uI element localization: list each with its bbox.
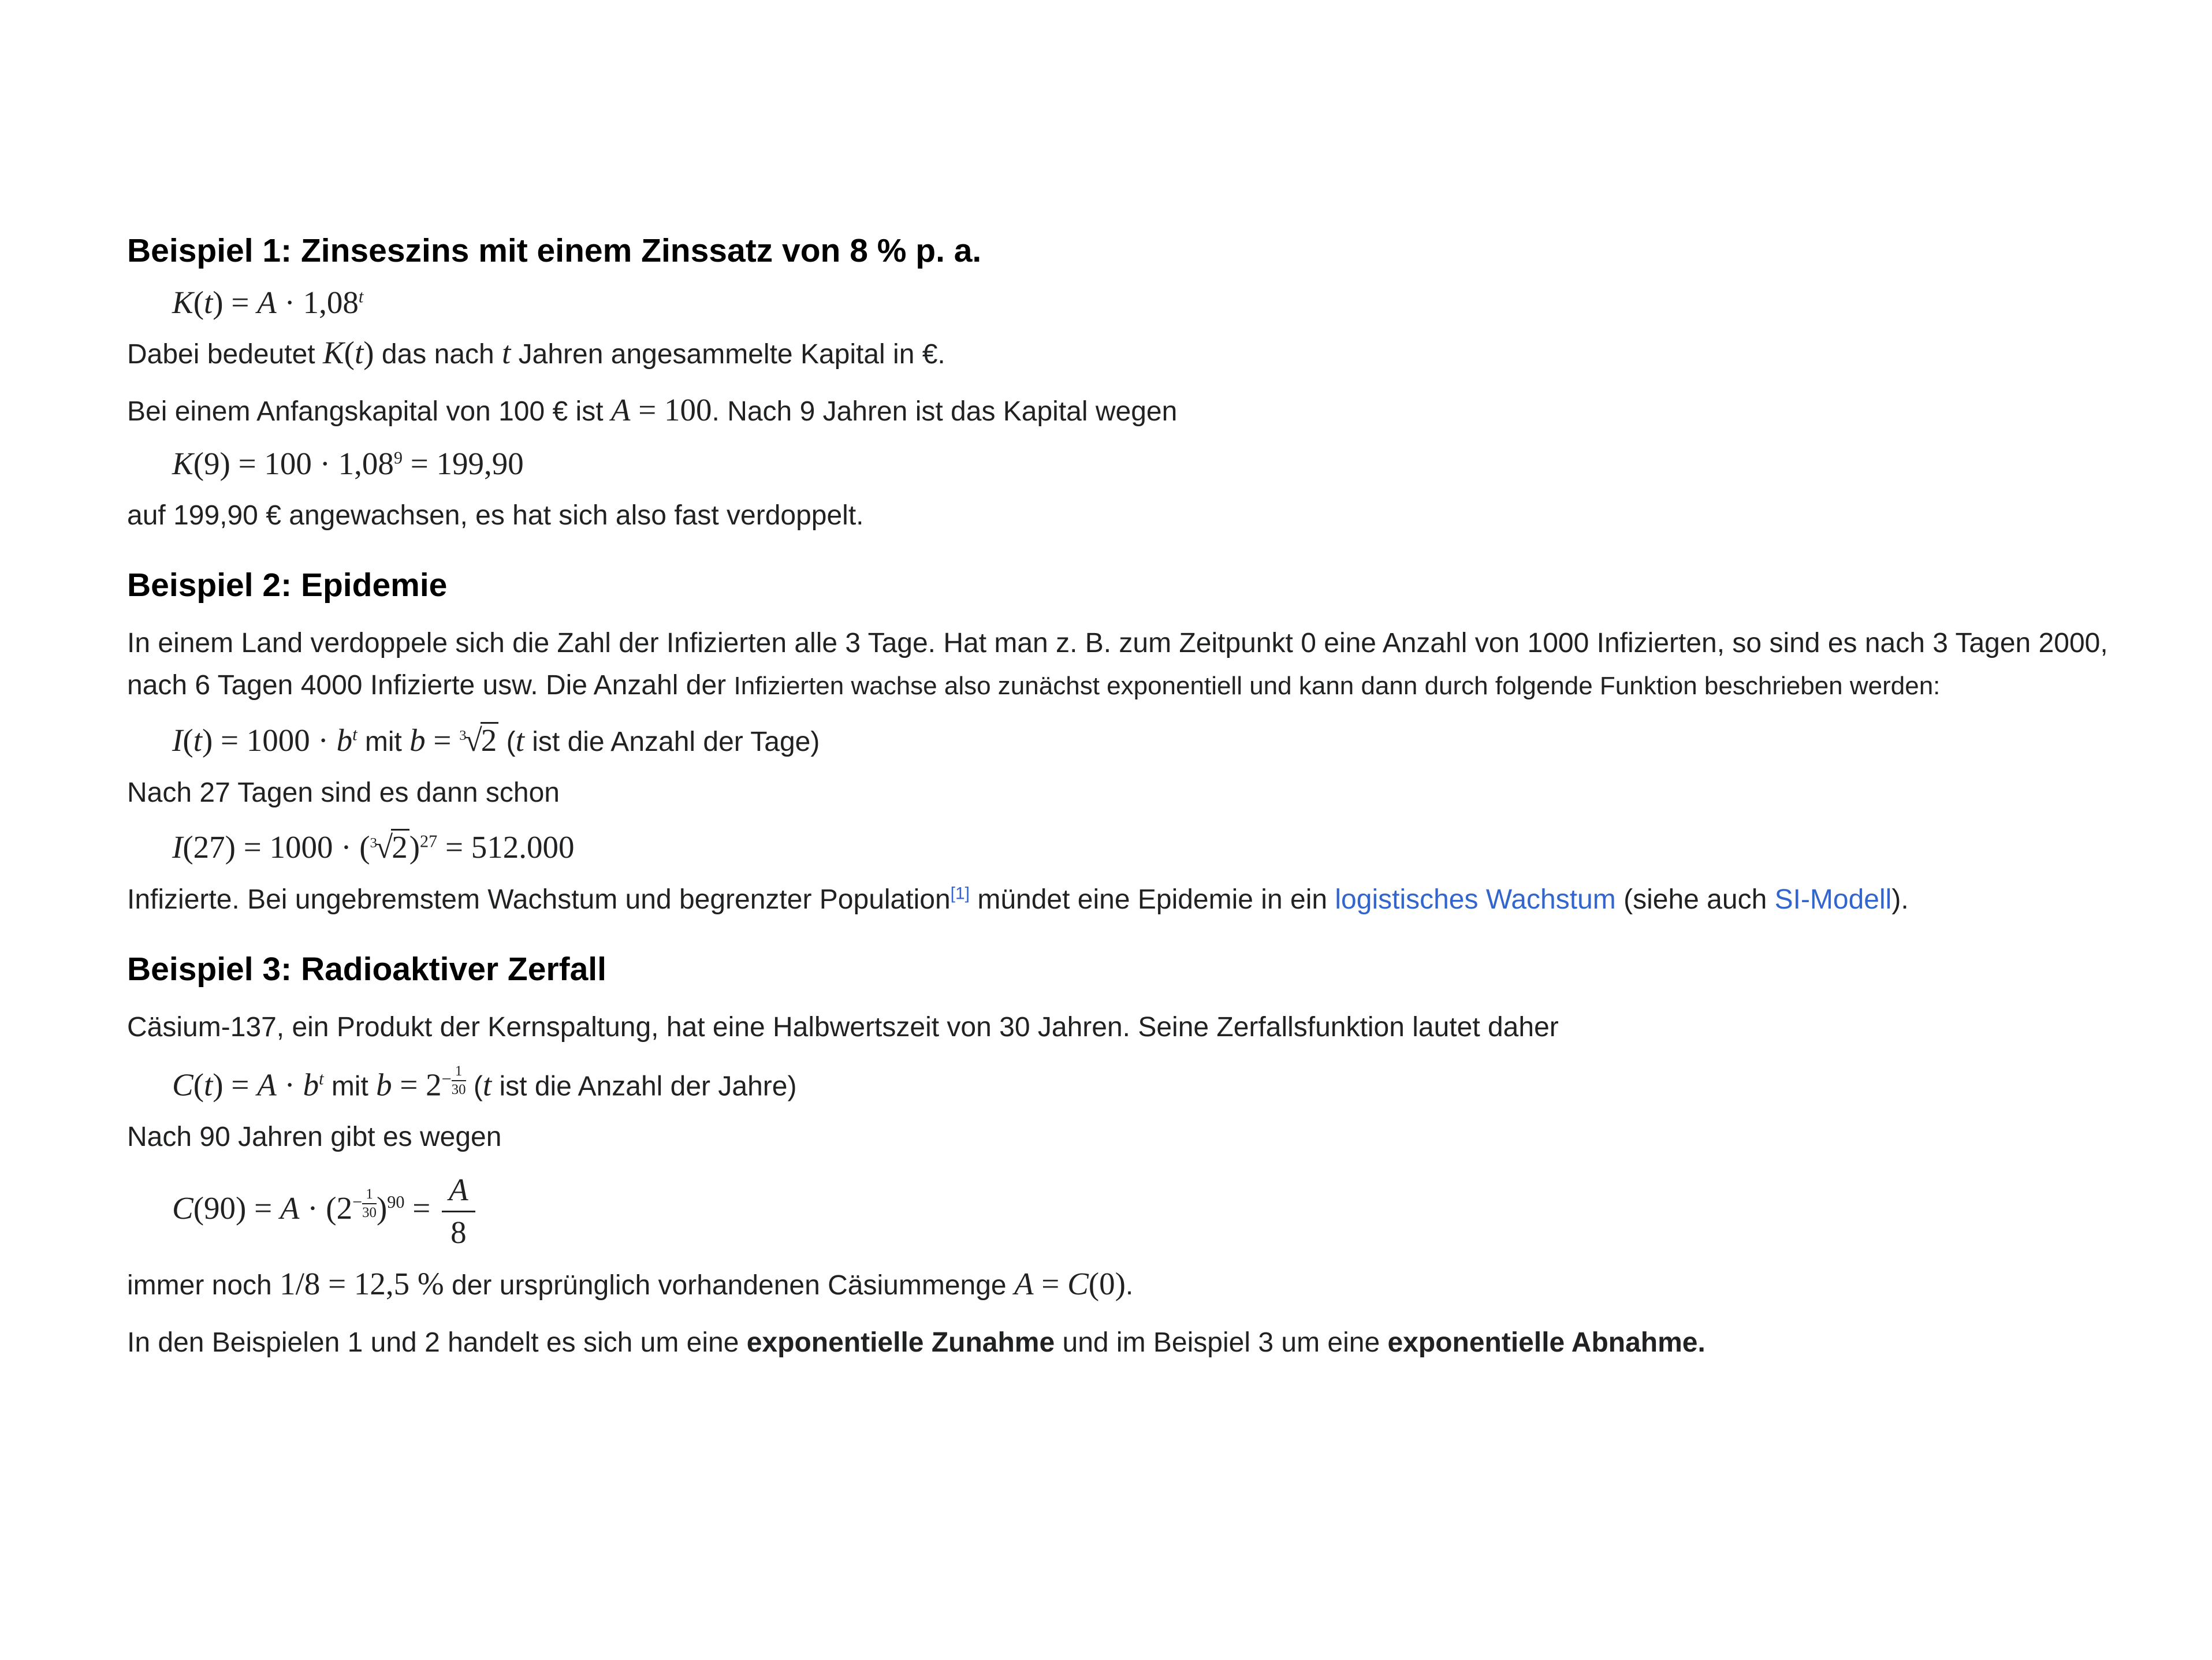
text-run: (siehe auch: [1615, 884, 1775, 915]
math-run: K: [172, 446, 193, 481]
paragraph-caesiummenge: [127, 1264, 2091, 1307]
math-run: · 1,08: [276, 285, 359, 320]
text-run: das nach: [374, 339, 502, 370]
math-run: ) =: [213, 1067, 258, 1103]
formula-infizierte: [172, 722, 2091, 757]
math-run: A: [610, 392, 631, 427]
math-run: (27) = 1000 · (: [183, 829, 370, 865]
text-run: Jahren angesammelte Kapital in €.: [511, 339, 945, 370]
math-run: ): [409, 829, 420, 865]
heading-beispiel-1: Beispiel 1: Zinseszins mit einem Zinssatz von 8 % p. a.: [127, 232, 982, 269]
bold-exponentielle-zunahme: exponentielle Zunahme: [746, 1327, 1055, 1358]
text-run: (: [466, 1071, 483, 1102]
minus-sign: −: [441, 1069, 452, 1089]
formula-zerfall-90-jahre: [172, 1173, 2091, 1250]
text-run: und im Beispiel 3 um eine: [1055, 1327, 1388, 1358]
root-index: 3: [370, 835, 377, 851]
math-run: A: [280, 1190, 300, 1226]
formula-zerfall: [172, 1063, 2091, 1103]
paragraph-kapital-definition: [127, 333, 2091, 375]
fraction: [442, 1173, 475, 1250]
radical-sign: √: [464, 723, 482, 758]
radicand: 2: [391, 829, 409, 864]
math-run: = 512.000: [437, 829, 575, 865]
radicand: 2: [481, 722, 499, 757]
fraction: [452, 1063, 466, 1098]
text-run: ist die Anzahl der Jahre): [491, 1071, 797, 1102]
fraction-numerator: 1: [452, 1063, 466, 1081]
math-run: ) =: [213, 285, 258, 320]
link-si-modell[interactable]: SI-Modell: [1774, 884, 1892, 915]
math-run: t: [204, 1067, 213, 1103]
math-run: b: [376, 1067, 392, 1103]
math-run: t: [502, 335, 511, 370]
math-run: (: [344, 335, 355, 370]
math-run: K: [322, 335, 344, 370]
fraction-denominator: 8: [450, 1215, 467, 1250]
math-exponent: 9: [393, 448, 403, 468]
text-run: Infizierten wachse also zunächst exponentiell und kann dann durch folgende Funktion beschrieben werden:: [733, 672, 1941, 700]
paragraph-anfangskapital: [127, 390, 2091, 433]
text-run: In einem Land verdoppele sich die Zahl der Infizierten alle 3 Tage. Hat man z. B. zum Zeitpunkt 0 eine Anzahl von 1000 Infizierten, so sind es nach 3 Tagen 2000,: [127, 628, 2108, 658]
math-run: (90) =: [193, 1190, 280, 1226]
text-run: ist die Anzahl der Tage): [524, 727, 820, 757]
math-run: = 199,90: [403, 446, 524, 481]
math-run: A: [1014, 1266, 1034, 1302]
math-run: I: [172, 723, 183, 758]
math-run: C: [172, 1067, 193, 1103]
text-run: In den Beispielen 1 und 2 handelt es sich um eine: [127, 1327, 747, 1358]
math-run: b: [336, 723, 353, 758]
text-run: mündet eine Epidemie in ein: [970, 884, 1335, 915]
math-run: (: [193, 285, 204, 320]
math-run: A: [257, 285, 277, 320]
math-exponent: t: [319, 1069, 324, 1089]
radical-sign: √: [375, 829, 393, 865]
math-exponent: 90: [387, 1192, 405, 1212]
math-exponent: t: [352, 724, 358, 745]
math-run: =: [1033, 1266, 1068, 1302]
math-run: t: [482, 1067, 492, 1103]
paragraph-zusammenfassung: [127, 1322, 2091, 1364]
math-run: · (2: [299, 1190, 353, 1226]
math-run: (: [193, 1067, 204, 1103]
math-run: b: [409, 723, 426, 758]
text-run: Dabei bedeutet: [127, 339, 323, 370]
paragraph-epidemie-intro: [127, 622, 2108, 707]
text-run: (: [498, 727, 516, 757]
math-run: A: [257, 1067, 277, 1103]
paragraph-logistisches-wachstum: [127, 879, 2091, 921]
math-run: (0): [1088, 1266, 1126, 1302]
text-run: .: [1125, 1270, 1134, 1301]
math-run: I: [172, 829, 183, 865]
fraction-denominator: 30: [451, 1082, 466, 1098]
formula-infizierte-27-tage: [172, 829, 2091, 864]
text-run: ).: [1891, 884, 1909, 915]
math-run: ·: [276, 1067, 303, 1103]
math-run: = 100: [630, 392, 712, 427]
text-run: der ursprünglich vorhandenen Cäsiummenge: [444, 1270, 1014, 1301]
paragraph-nach-90-jahren: Nach 90 Jahren gibt es wegen: [127, 1121, 502, 1152]
math-run: t: [204, 285, 213, 320]
math-run: = 2: [392, 1067, 442, 1103]
math-run: K: [172, 285, 193, 320]
heading-beispiel-3: Beispiel 3: Radioaktiver Zerfall: [127, 951, 606, 988]
heading-beispiel-2: Beispiel 2: Epidemie: [127, 567, 448, 604]
paragraph-nach-27-tagen: Nach 27 Tagen sind es dann schon: [127, 777, 560, 809]
math-run: (9) = 100 · 1,08: [193, 446, 394, 481]
root-index: 3: [459, 728, 467, 744]
fraction-numerator: A: [442, 1173, 475, 1213]
text-run: Bei einem Anfangskapital von 100 € ist: [127, 396, 611, 427]
article-content: [127, 229, 2108, 1379]
minus-sign: −: [352, 1192, 363, 1212]
math-run: =: [404, 1190, 439, 1226]
math-run: b: [303, 1067, 319, 1103]
cube-root: [459, 723, 498, 758]
paragraph-verdoppelt: auf 199,90 € angewachsen, es hat sich also fast verdoppelt.: [127, 500, 864, 531]
text-run: mit: [357, 727, 410, 757]
math-run: ): [363, 335, 374, 370]
text-run: immer noch: [127, 1270, 280, 1301]
fraction-numerator: 1: [362, 1186, 377, 1204]
math-run: ): [376, 1190, 388, 1226]
bold-exponentielle-abnahme: exponentielle Abnahme.: [1387, 1327, 1705, 1358]
text-run: nach 6 Tagen 4000 Infizierte usw. Die Anzahl der: [127, 670, 734, 701]
math-exponent-fraction: [352, 1186, 377, 1221]
cube-root: [370, 829, 409, 865]
paragraph-caesium: Cäsium-137, ein Produkt der Kernspaltung, hat eine Halbwertszeit von 30 Jahren. Seine Zerfallsfunktion lautet daher: [127, 1012, 1559, 1043]
text-run: Infizierte. Bei ungebremstem Wachstum und begrenzter Population: [127, 884, 951, 915]
fraction: [362, 1186, 377, 1221]
math-run: t: [354, 335, 364, 370]
math-run: ) = 1000 ·: [202, 723, 337, 758]
math-exponent: 27: [420, 831, 438, 851]
link-logistisches-wachstum[interactable]: logistisches Wachstum: [1335, 884, 1616, 915]
math-run: t: [193, 723, 202, 758]
math-run: t: [515, 723, 524, 758]
math-run: (: [183, 723, 193, 758]
reference-1-link[interactable]: [1]: [950, 884, 970, 903]
formula-zinseszins: [172, 286, 2091, 318]
text-run: mit: [323, 1071, 377, 1102]
math-run: =: [425, 723, 460, 758]
math-run: C: [172, 1190, 193, 1226]
math-exponent: t: [358, 286, 364, 307]
text-run: . Nach 9 Jahren ist das Kapital wegen: [712, 396, 1178, 427]
math-exponent-fraction: [441, 1063, 466, 1098]
math-run: 1/8 = 12,5 %: [280, 1266, 444, 1302]
fraction-denominator: 30: [362, 1205, 377, 1221]
math-run: C: [1067, 1266, 1089, 1302]
formula-zinseszins-9-jahre: [172, 448, 2091, 479]
